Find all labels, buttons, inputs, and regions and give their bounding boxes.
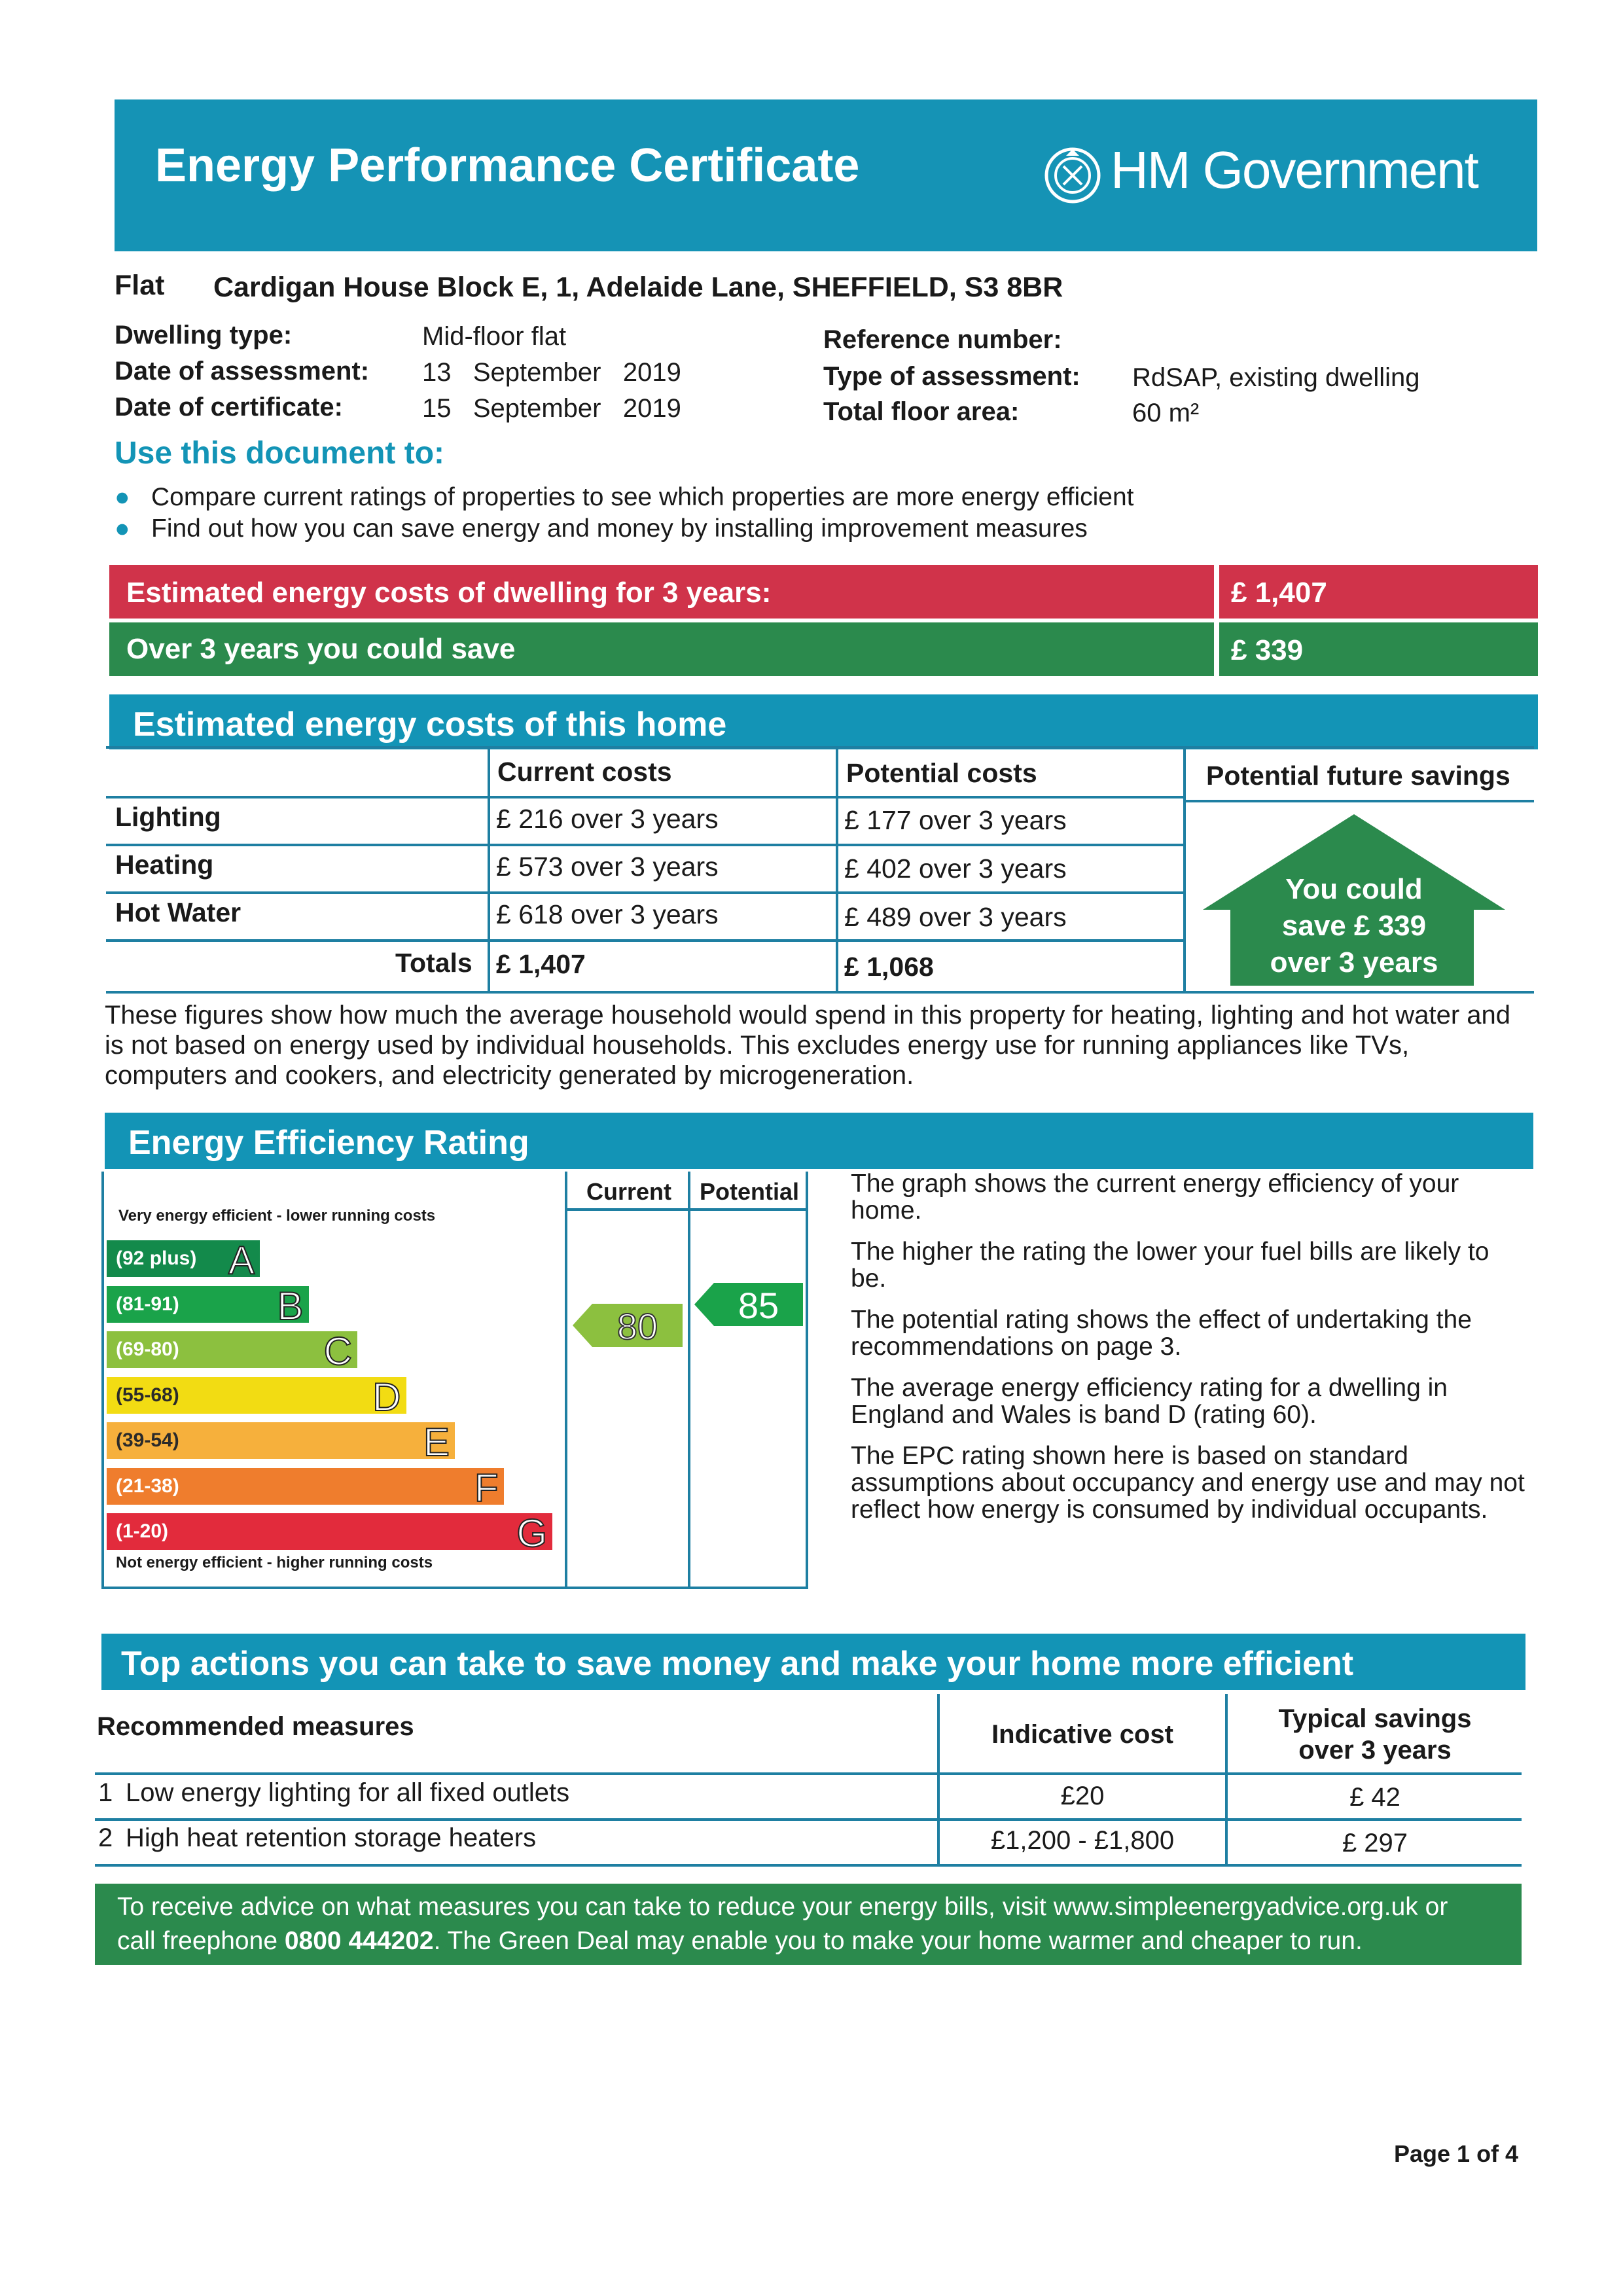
advice-prefix: call freephone bbox=[117, 1927, 285, 1955]
assessment-date-value: 13 September 2019 bbox=[422, 358, 681, 387]
band-letter: A bbox=[228, 1238, 255, 1282]
savings-house-icon bbox=[1202, 812, 1507, 988]
assessment-date-label: Date of assessment: bbox=[115, 357, 370, 386]
actions-table-border bbox=[95, 1818, 1522, 1821]
band-letter: C bbox=[323, 1329, 352, 1373]
assessment-type-value: RdSAP, existing dwelling bbox=[1132, 363, 1420, 392]
rating-section-heading bbox=[105, 1113, 1533, 1169]
row-hotwater-current: £ 618 over 3 years bbox=[496, 899, 719, 929]
save-summary-bar bbox=[109, 622, 1214, 676]
top-caption: Very energy efficient - lower running costs bbox=[118, 1207, 436, 1225]
col-typical-savings-1: Typical savings bbox=[1278, 1704, 1472, 1733]
costs-table-border bbox=[106, 939, 1183, 942]
costs-heading-text: Estimated energy costs of this home bbox=[133, 706, 727, 744]
rating-explanation bbox=[851, 1170, 1531, 1537]
row-lighting-current: £ 216 over 3 years bbox=[496, 804, 719, 834]
advice-box bbox=[95, 1884, 1522, 1965]
current-rating-value: 80 bbox=[616, 1306, 658, 1347]
save-summary-value-box bbox=[1219, 622, 1538, 676]
rating-paragraph: The average energy efficiency rating for a dwelling in England and Wales is band D (rating 60). bbox=[851, 1374, 1448, 1429]
floor-area-value: 60 m² bbox=[1132, 399, 1200, 427]
costs-table-border bbox=[106, 991, 1534, 994]
row-hotwater-potential: £ 489 over 3 years bbox=[844, 902, 1067, 932]
chart-frame bbox=[565, 1208, 808, 1211]
col-typical-savings-2: over 3 years bbox=[1298, 1736, 1452, 1765]
measure-cost: £20 bbox=[1060, 1782, 1105, 1810]
advice-suffix: . The Green Deal may enable you to make your home warmer and cheaper to run. bbox=[433, 1927, 1363, 1955]
band-range: (55-68) bbox=[116, 1384, 179, 1406]
save-summary-label: Over 3 years you could save bbox=[126, 633, 516, 665]
use-doc-bullet-1: ● Compare current ratings of properties to see which properties are more energy efficient bbox=[115, 483, 1134, 511]
chart-frame bbox=[565, 1172, 567, 1589]
costs-table-border bbox=[106, 844, 1183, 846]
rating-paragraph: The graph shows the current energy efficiency of your home. bbox=[851, 1170, 1459, 1225]
band-letter: F bbox=[474, 1465, 499, 1510]
band-range: (1-20) bbox=[116, 1520, 169, 1542]
certificate-date-value: 15 September 2019 bbox=[422, 394, 681, 423]
use-doc-heading: Use this document to: bbox=[115, 436, 445, 471]
cost-summary-label: Estimated energy costs of dwelling for 3 years: bbox=[126, 577, 772, 609]
band-letter: E bbox=[423, 1420, 450, 1464]
costs-table-border bbox=[1183, 749, 1186, 992]
potential-rating-value: 85 bbox=[738, 1285, 779, 1326]
col-measures: Recommended measures bbox=[97, 1712, 414, 1741]
cost-summary-value: £ 1,407 bbox=[1231, 577, 1327, 609]
col-future-savings: Potential future savings bbox=[1206, 761, 1510, 791]
costs-table-border bbox=[488, 749, 490, 992]
rating-band-f bbox=[107, 1465, 504, 1510]
actions-section-heading bbox=[101, 1634, 1525, 1690]
actions-table-border bbox=[95, 1772, 1522, 1775]
freephone-number: 0800 444202 bbox=[284, 1927, 434, 1955]
costs-section-heading bbox=[109, 694, 1538, 749]
row-lighting-potential: £ 177 over 3 years bbox=[844, 805, 1067, 835]
reference-label: Reference number: bbox=[823, 325, 1062, 354]
house-line-3: over 3 years bbox=[1270, 946, 1438, 978]
bullet-dot-icon: ● bbox=[115, 514, 130, 543]
advice-line-2 bbox=[117, 1927, 1363, 1956]
col-current-label: Current bbox=[586, 1178, 671, 1205]
chart-frame bbox=[101, 1587, 807, 1589]
measure-num: 1 bbox=[98, 1778, 113, 1807]
rating-paragraph: The higher the rating the lower your fuel bills are likely to be. bbox=[851, 1238, 1489, 1293]
measure-num: 2 bbox=[98, 1823, 113, 1852]
col-potential-costs: Potential costs bbox=[846, 758, 1037, 788]
rating-band-c bbox=[107, 1329, 357, 1373]
assessment-type-label: Type of assessment: bbox=[823, 362, 1080, 391]
bullet-dot-icon: ● bbox=[115, 483, 130, 511]
current-rating-arrow bbox=[573, 1304, 683, 1347]
bottom-caption: Not energy efficient - higher running costs bbox=[116, 1554, 433, 1571]
actions-heading-text: Top actions you can take to save money and make your home more efficient bbox=[121, 1645, 1354, 1683]
rating-band-a bbox=[107, 1238, 260, 1282]
house-line-1: You could bbox=[1285, 873, 1423, 905]
row-hotwater-label: Hot Water bbox=[115, 897, 241, 927]
row-heating-label: Heating bbox=[115, 850, 214, 880]
measure-name: Low energy lighting for all fixed outlets bbox=[126, 1778, 570, 1807]
rating-chart bbox=[101, 1172, 808, 1597]
measure-name: High heat retention storage heaters bbox=[126, 1823, 537, 1852]
use-doc-bullet-2: ● Find out how you can save energy and money by installing improvement measures bbox=[115, 514, 1088, 543]
rating-paragraph: The potential rating shows the effect of undertaking the recommendations on page 3. bbox=[851, 1306, 1472, 1361]
row-heating-current: £ 573 over 3 years bbox=[496, 852, 719, 882]
band-letter: G bbox=[516, 1511, 547, 1555]
costs-note: These figures show how much the average household would spend in this property for heating, lighting and hot water and is not based on energy used by individual households. This excludes energy use for running appliances like TVs, computers and cookers, and electricity generated by microgeneration. bbox=[105, 1001, 1511, 1090]
band-range: (92 plus) bbox=[116, 1247, 197, 1269]
rating-band-e bbox=[107, 1420, 455, 1464]
cost-summary-value-box bbox=[1219, 565, 1538, 619]
measure-cost: £1,200 - £1,800 bbox=[990, 1826, 1175, 1855]
page-number: Page 1 of 4 bbox=[1394, 2140, 1519, 2167]
rating-paragraph: The EPC rating shown here is based on standard assumptions about occupancy and energy use and may not reflect how energy is consumed by individual occupants. bbox=[851, 1442, 1525, 1524]
actions-table-border bbox=[95, 1864, 1522, 1867]
band-range: (39-54) bbox=[116, 1429, 179, 1451]
costs-table-border bbox=[1186, 800, 1534, 802]
certificate-date-label: Date of certificate: bbox=[115, 393, 343, 422]
chart-frame bbox=[806, 1172, 808, 1589]
totals-current: £ 1,407 bbox=[496, 949, 586, 979]
chart-frame bbox=[688, 1172, 690, 1589]
costs-table-border bbox=[106, 796, 1183, 798]
save-summary-value: £ 339 bbox=[1231, 634, 1304, 666]
address-line: Cardigan House Block E, 1, Adelaide Lane, SHEFFIELD, S3 8BR bbox=[213, 272, 1063, 303]
header-banner bbox=[115, 99, 1537, 251]
costs-table-border bbox=[836, 749, 838, 992]
royal-crest-icon bbox=[1044, 147, 1101, 204]
band-letter: D bbox=[372, 1374, 401, 1419]
potential-rating-arrow bbox=[694, 1283, 803, 1326]
house-line-2: save £ 339 bbox=[1281, 910, 1427, 942]
dwelling-type-label: Dwelling type: bbox=[115, 321, 293, 350]
col-indicative-cost: Indicative cost bbox=[991, 1720, 1173, 1749]
rating-heading-text: Energy Efficiency Rating bbox=[128, 1124, 529, 1162]
band-range: (69-80) bbox=[116, 1338, 179, 1360]
totals-potential: £ 1,068 bbox=[844, 952, 934, 982]
band-range: (81-91) bbox=[116, 1293, 179, 1315]
chart-frame bbox=[101, 1172, 104, 1588]
row-lighting-label: Lighting bbox=[115, 802, 221, 832]
dwelling-type-value: Mid-floor flat bbox=[422, 322, 567, 351]
band-letter: B bbox=[277, 1283, 304, 1328]
gov-label: HM Government bbox=[1111, 141, 1478, 199]
cost-summary-bar bbox=[109, 565, 1214, 619]
measure-saving: £ 297 bbox=[1342, 1829, 1408, 1857]
measure-saving: £ 42 bbox=[1349, 1783, 1400, 1812]
rating-band-g bbox=[107, 1511, 552, 1555]
col-current-costs: Current costs bbox=[497, 757, 672, 787]
row-heating-potential: £ 402 over 3 years bbox=[844, 853, 1067, 884]
advice-line-1: To receive advice on what measures you can take to reduce your energy bills, visit www.simpleenergyadvice.org.uk or bbox=[117, 1893, 1448, 1921]
address-prefix: Flat bbox=[115, 270, 165, 301]
col-potential-label: Potential bbox=[699, 1178, 799, 1205]
costs-table-border bbox=[106, 746, 1534, 749]
rating-band-b bbox=[107, 1283, 309, 1328]
costs-table-border bbox=[106, 891, 1183, 894]
band-range: (21-38) bbox=[116, 1475, 179, 1497]
floor-area-label: Total floor area: bbox=[823, 397, 1020, 426]
page-title: Energy Performance Certificate bbox=[155, 139, 860, 192]
totals-label: Totals bbox=[395, 948, 473, 978]
rating-band-d bbox=[107, 1374, 406, 1419]
